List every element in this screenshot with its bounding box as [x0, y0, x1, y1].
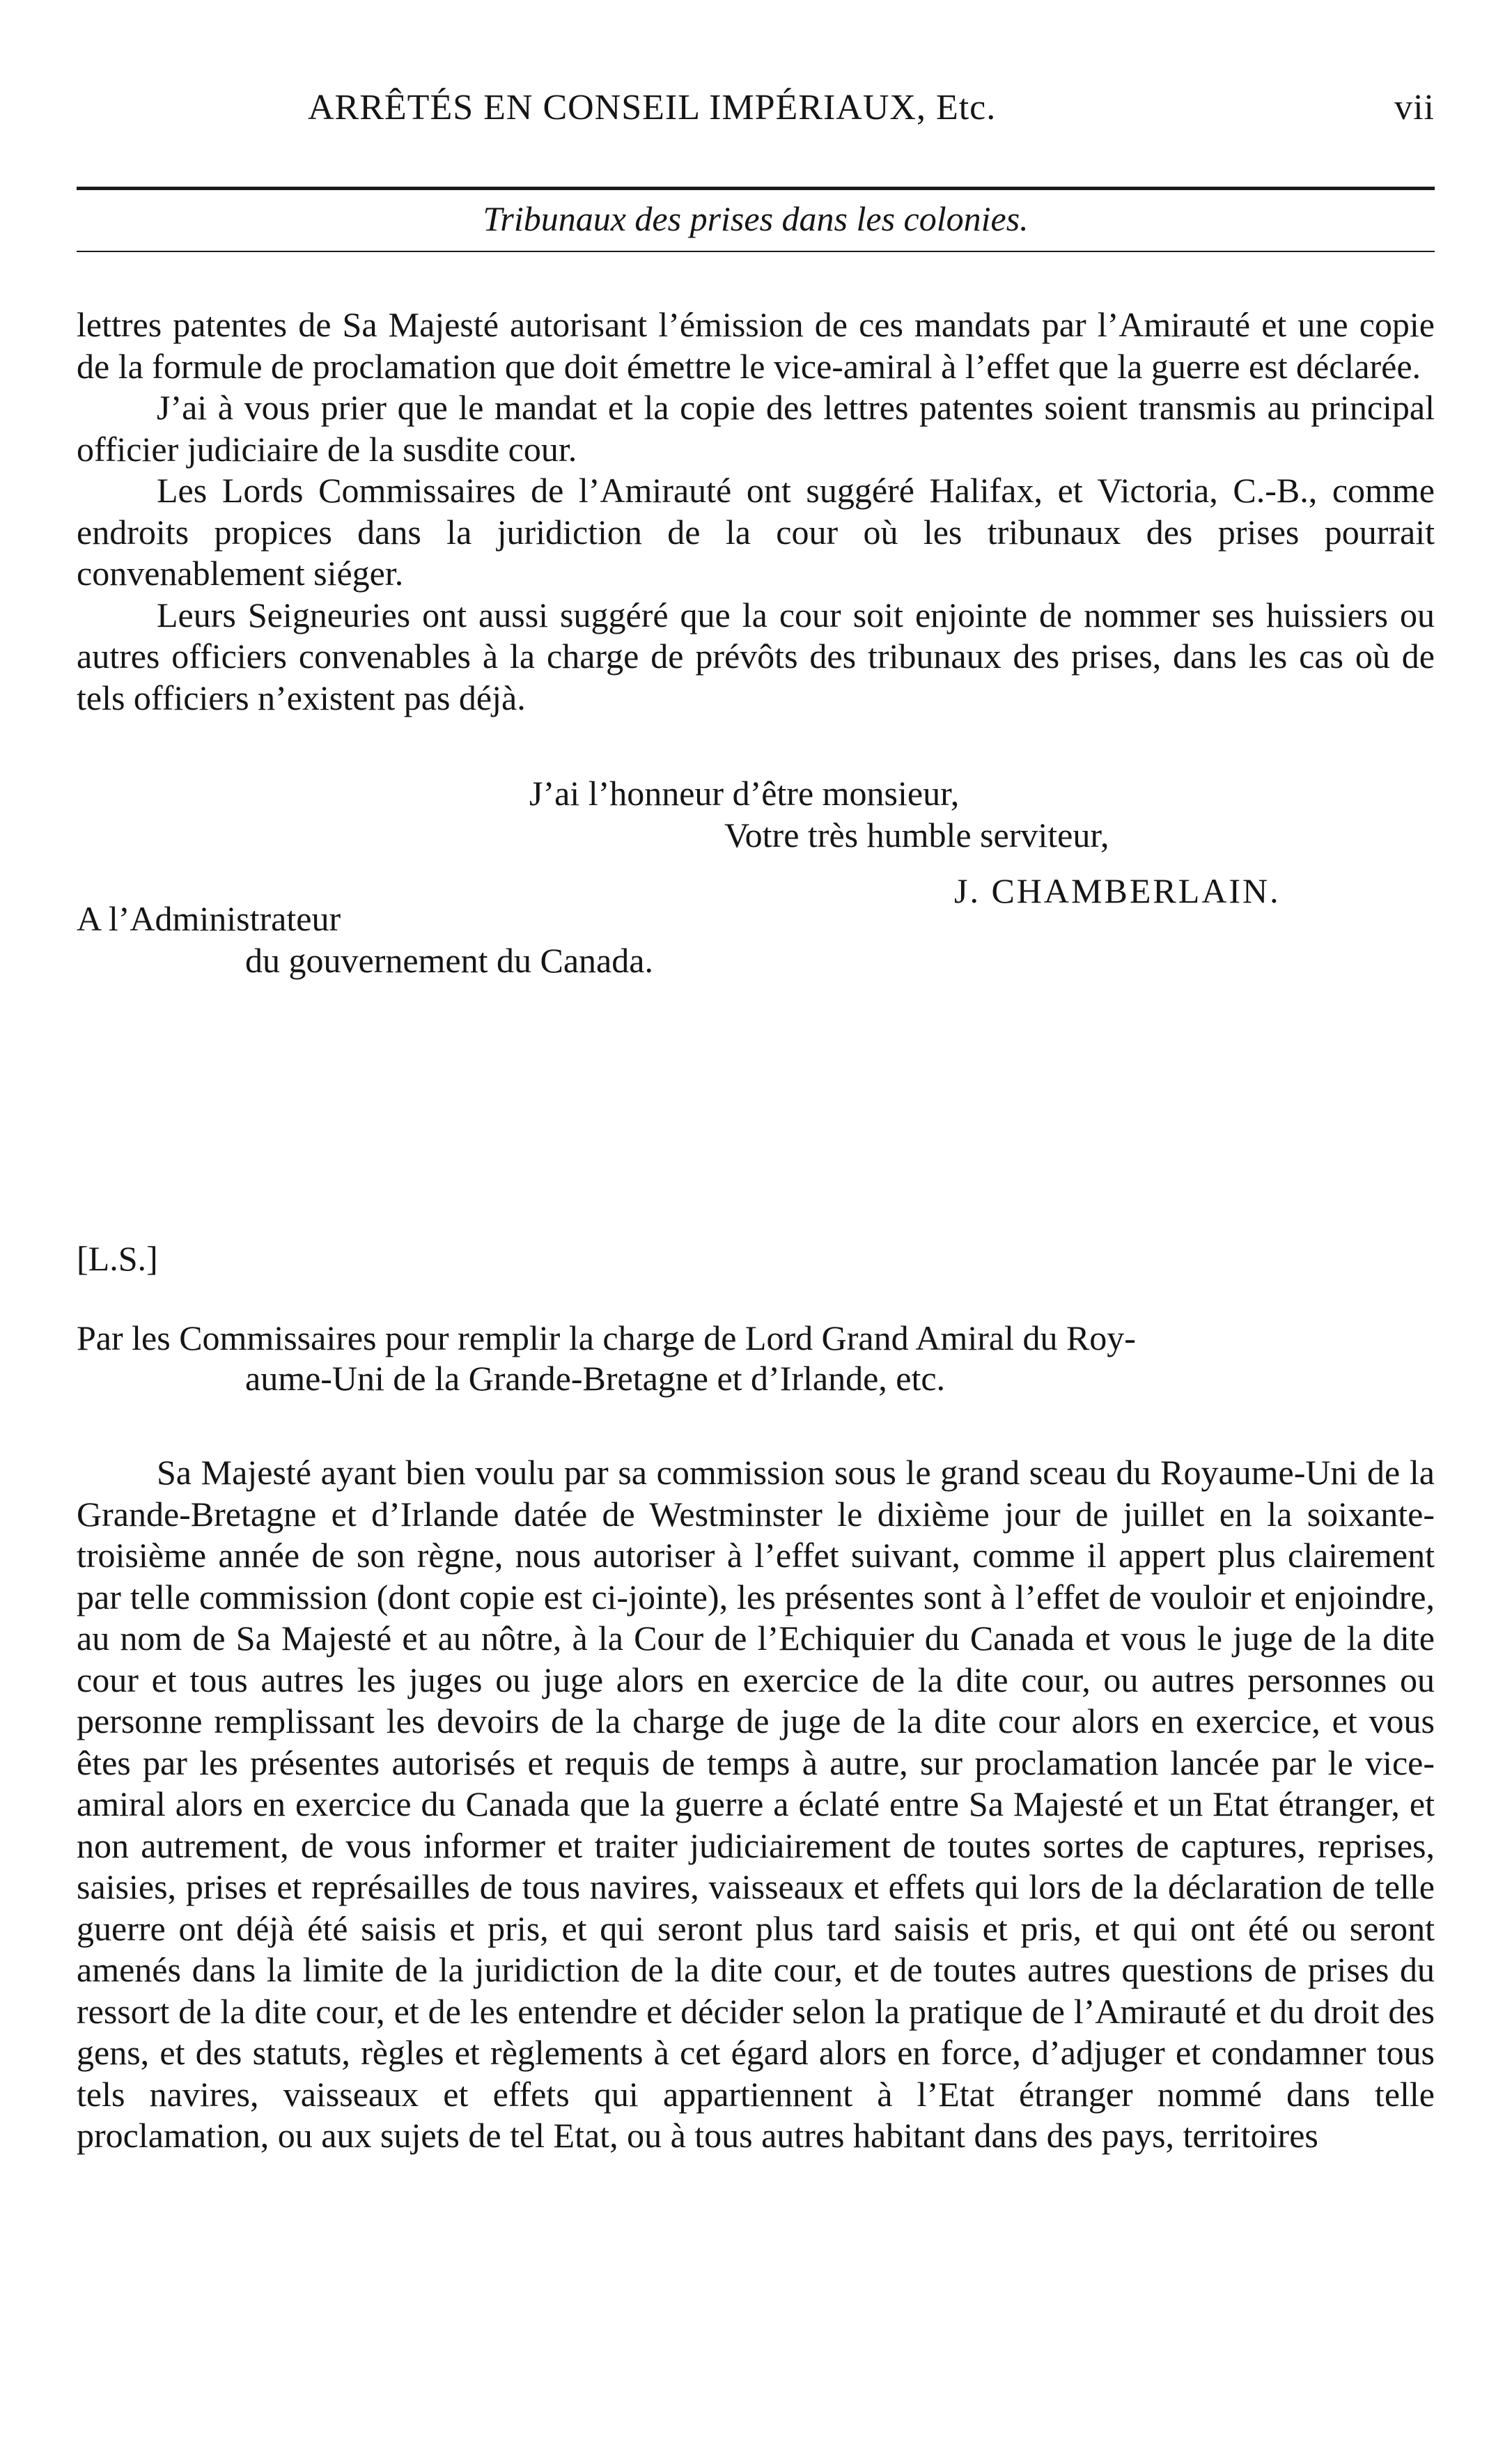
address-line: A l’Administrateur	[77, 899, 341, 938]
seal-mark: [L.S.]	[77, 1239, 158, 1278]
preamble-line: Par les Commissaires pour remplir la charge de Lord Grand Amiral du Roy-	[77, 1318, 1136, 1357]
commission-body	[77, 1452, 1435, 2157]
preamble-line: aume-Uni de la Grande-Bretagne et d’Irlande, etc.	[245, 1359, 946, 1398]
address-line: du gouvernement du Canada.	[245, 940, 653, 980]
letter-valediction: Votre très humble serviteur,	[724, 816, 1109, 855]
subtitle-rule	[77, 251, 1435, 252]
letter-paragraph: Les Lords Commissaires de l’Amirauté ont suggéré Halifax, et Victoria, C.-B., comme endroits propices dans la juridiction de la cour où les tribunaux des prises pourrait convenablement siéger.	[77, 471, 1435, 593]
header-rule	[77, 187, 1435, 190]
running-title: ARRÊTÉS EN CONSEIL IMPÉRIAUX, Etc.	[308, 88, 997, 127]
page-number: vii	[1394, 88, 1435, 127]
signature: J. CHAMBERLAIN.	[954, 871, 1281, 910]
commission-paragraph: Sa Majesté ayant bien voulu par sa commission sous le grand sceau du Royaume-Uni de la Grande-Bretagne et d’Irlande datée de Westminster le dixième jour de juillet en la soixante-troisième année de son règne, nous autoriser à l’effet suivant, comme il appert plus clairement par telle commission (dont copie est ci-jointe), les présentes sont à l’effet de vouloir et enjoindre, au nom de Sa Majesté et au nôtre, à la Cour de l’Echiquier du Canada et vous le juge de la dite cour et tous autres les juges ou juge alors en exercice de la dite cour, ou autres personnes ou personne remplissant les devoirs de la charge de juge de la dite cour alors en exercice, et vous êtes par les présentes autorisés et requis de temps à autre, sur proclamation lancée par le vice-amiral alors en exercice du Canada que la guerre a éclaté entre Sa Majesté et un Etat étranger, et non autrement, de vous informer et traiter judiciairement de toutes sortes de captures, reprises, saisies, prises et représailles de tous navires, vaisseaux et effets qui lors de la déclaration de telle guerre ont déjà été saisis et pris, et qui seront plus tard saisis et pris, et qui ont été ou seront amenés dans la limite de la juridiction de la dite cour, et de toutes autres questions de prises du ressort de la dite cour, et de les entendre et décider selon la pratique de l’Amirauté et du droit des gens, et des statuts, règles et règlements à cet égard alors en force, d’adjuger et condamner tous tels navires, vaisseaux et effets qui appartiennent à l’Etat étranger nommé dans telle proclamation, ou aux sujets de tel Etat, ou à tous autres habitant dans des pays, territoires	[77, 1453, 1435, 2155]
letter-address	[77, 898, 653, 981]
section-subtitle: Tribunaux des prises dans les colonies.	[483, 199, 1029, 238]
letter-body	[77, 304, 1435, 719]
letter-paragraph: lettres patentes de Sa Majesté autorisant l’émission de ces mandats par l’Amirauté et une copie de la formule de proclamation que doit émettre le vice-amiral à l’effet que la guerre est déclarée.	[77, 305, 1435, 386]
letter-paragraph: Leurs Seigneuries ont aussi suggéré que la cour soit enjointe de nommer ses huissiers ou autres officiers convenables à la charge de prévôts des tribunaux des prises, dans les cas où de tels officiers n’existent pas déjà.	[77, 595, 1435, 717]
letter-closing: J’ai l’honneur d’être monsieur,	[529, 774, 960, 813]
letter-paragraph: J’ai à vous prier que le mandat et la copie des lettres patentes soient transmis au principal officier judiciaire de la susdite cour.	[77, 388, 1435, 469]
commission-preamble	[77, 1318, 1435, 1398]
